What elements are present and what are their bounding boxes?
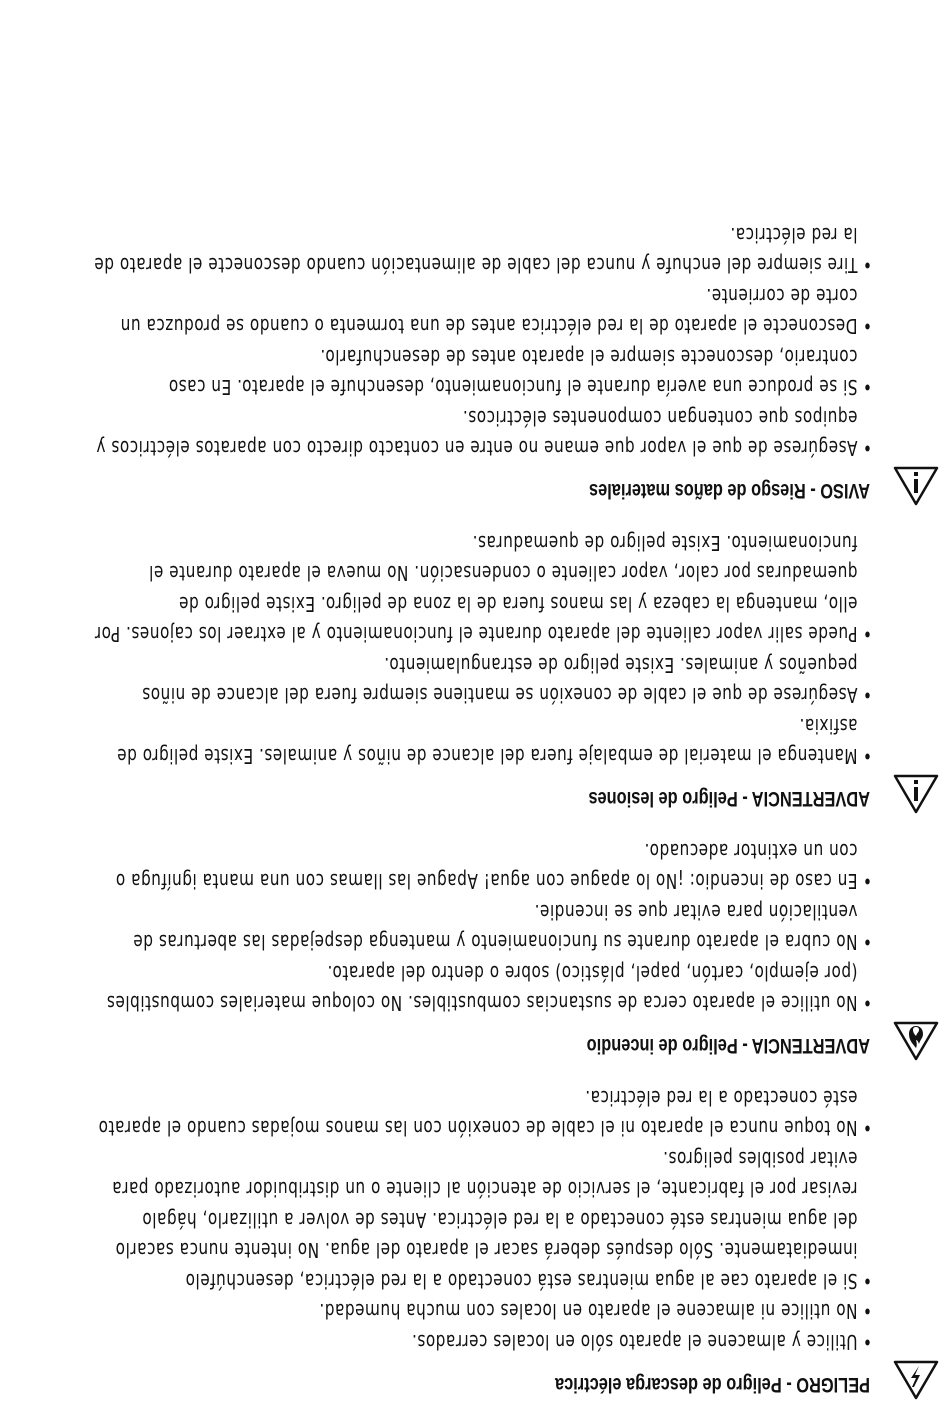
section-title: ADVERTENCIA - Peligro de lesiones <box>588 787 870 811</box>
bullet-list <box>16 836 940 1019</box>
bullet-list <box>16 528 940 772</box>
list-item: • Puede salir vapor caliente del aparato durante el funcionamiento y al extraer los cajones. Por ello, mantenga la cabeza y las manos fuera de la zona de peligro. Existe peligro de quemaduras por calor, vapor caliente o condensación. No mueva el aparato durante el funcionamiento. Existe peligro de quemaduras. <box>93 528 872 650</box>
warning-injury-section <box>16 528 940 816</box>
electric-shock-warning-icon <box>892 1359 940 1401</box>
bullet-list <box>16 1083 940 1358</box>
section-header <box>16 1357 940 1401</box>
list-item: • Asegúrese de que el vapor que emane no entre en contacto directo con aparatos eléctricos y equipos que contengan componentes eléctricos. <box>93 403 872 464</box>
list-item: • No utilice ni almacene el aparato en locales con mucha humedad. <box>93 1296 872 1327</box>
exclamation-warning-icon <box>892 466 940 508</box>
section-title: PELIGRO - Peligro de descarga eléctrica <box>555 1373 870 1396</box>
warning-fire-section <box>16 836 940 1063</box>
notice-property-damage-section <box>16 220 940 508</box>
fire-hazard-warning-icon <box>892 1021 940 1063</box>
list-item: • Asegúrese de que el cable de conexión se mantiene siempre fuera del alcance de niños pequeños y animales. Existe peligro de estrangulamiento. <box>93 650 872 711</box>
list-item: • No utilice el aparato cerca de sustancias combustibles. No coloque materiales combustibles (por ejemplo, cartón, papel, plástico) sobre o dentro del aparato. <box>93 958 872 1019</box>
section-header <box>16 1019 940 1063</box>
list-item: • No cubra el aparato durante su funcionamiento y mantenga despejadas las aberturas de ventilación para evitar que se incendie. <box>93 897 872 958</box>
list-item: • No toque nunca el aparato ni el cable de conexión con las manos mojadas cuando el aparato esté conectado a la red eléctrica. <box>93 1083 872 1144</box>
section-header <box>16 464 940 508</box>
section-title: AVISO - Riesgo de daños materiales <box>589 479 870 503</box>
list-item: • Desconecte el aparato de la red eléctrica antes de una tormenta o cuando se produzca un corte de corriente. <box>93 281 872 342</box>
list-item: • En caso de incendio: ¡No lo apague con agua! Apague las llamas con una manta ignífuga o con un extintor adecuado. <box>93 836 872 897</box>
list-item: • Si el aparato cae al agua mientras está conectado a la red eléctrica, desenchúfelo inmediatamente. Sólo después deberá sacar el aparato del agua. No intente nunca sacarlo del agua mientras esté conectado a la red eléctrica. Antes de volver a utilizarlo, hágalo revisar por el fabricante, el servicio de atención al cliente o un distribuidor autorizado para evitar posibles peligros. <box>93 1144 872 1297</box>
section-header <box>16 772 940 816</box>
list-item: • Tire siempre del enchufe y nunca del cable de alimentación cuando desconecte el aparato de la red eléctrica. <box>93 220 872 281</box>
list-item: • Utilice y almacene el aparato sólo en locales cerrados. <box>93 1327 872 1358</box>
bullet-list <box>16 220 940 464</box>
list-item: • Mantenga el material de embalaje fuera del alcance de niños y animales. Existe peligro de asfixia. <box>93 711 872 772</box>
section-title: ADVERTENCIA - Peligro de incendio <box>586 1034 870 1058</box>
danger-electric-shock-section <box>16 1083 940 1402</box>
exclamation-warning-icon <box>892 774 940 816</box>
list-item: • Si se produce una avería durante el funcionamiento, desenchufe el aparato. En caso contrario, desconecte siempre el aparato antes de desenchufarlo. <box>93 342 872 403</box>
